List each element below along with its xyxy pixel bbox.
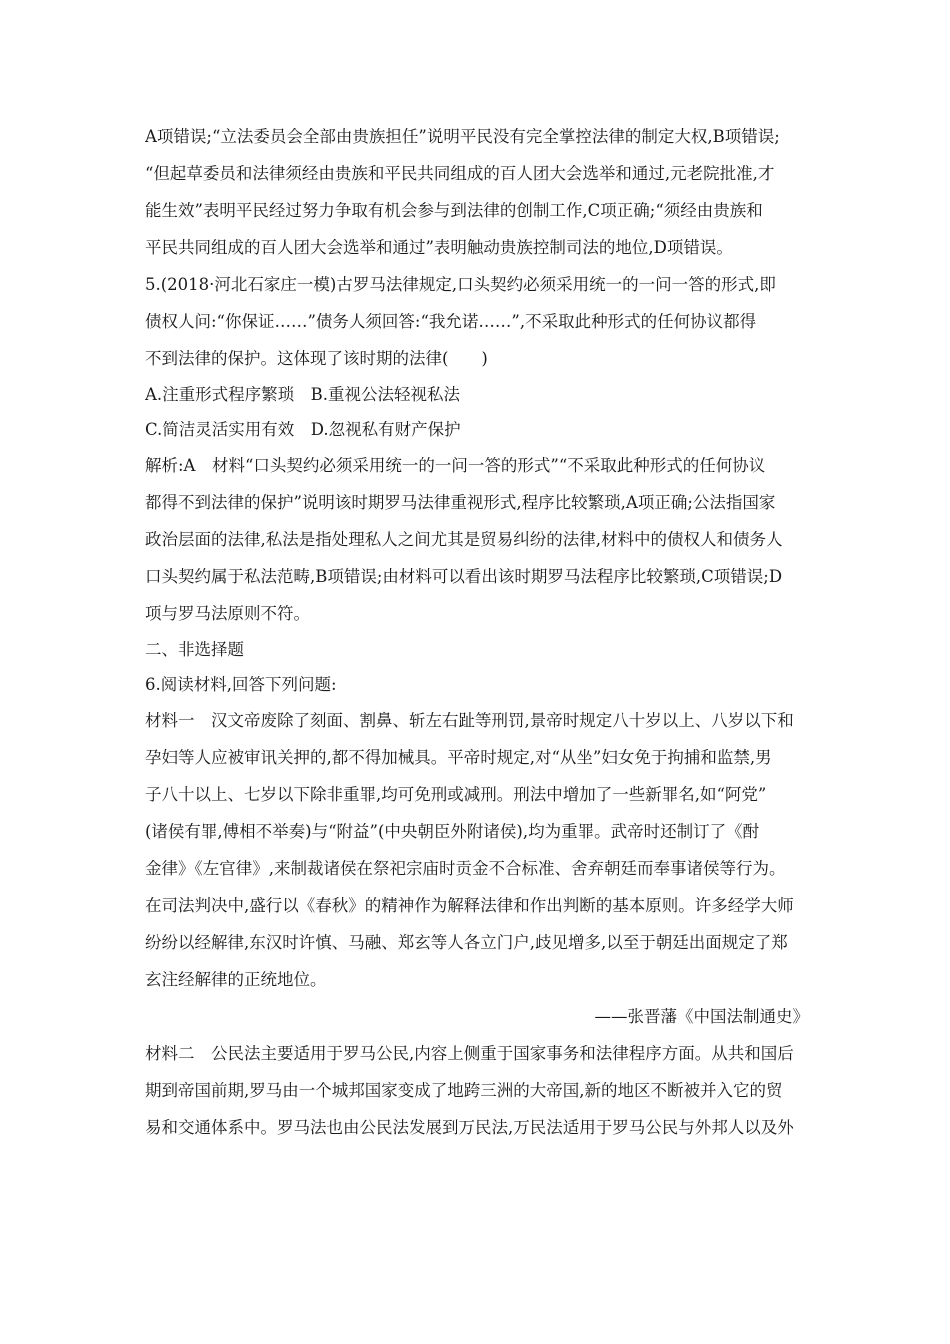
material-line: (诸侯有罪,傅相不举奏)与“附益”(中央朝臣外附诸侯),均为重罪。武帝时还制订了《酎	[145, 822, 760, 841]
text-line: 能生效”表明平民经过努力争取有机会参与到法律的创制工作,C项正确;“须经由贵族和	[145, 201, 763, 220]
question-stem-line: 6.阅读材料,回答下列问题:	[145, 675, 337, 694]
question-stem-line: 5.(2018·河北石家庄一模)古罗马法律规定,口头契约必须采用统一的一问一答的形式,即	[145, 275, 776, 294]
material-source: ——张晋藩《中国法制通史》	[594, 1007, 809, 1026]
material-line: 玄注经解律的正统地位。	[145, 970, 327, 989]
question-6	[145, 667, 809, 1146]
material-line: 期到帝国前期,罗马由一个城邦国家变成了地跨三洲的大帝国,新的地区不断被并入它的贸	[145, 1081, 783, 1100]
question-stem-line: 债权人问:“你保证……”债务人须回答:“我允诺……”,不采取此种形式的任何协议都得	[145, 312, 757, 331]
explanation-line: 口头契约属于私法范畴,B项错误;由材料可以看出该时期罗马法程序比较繁琐,C项错误;D	[145, 567, 783, 586]
material-line: 孕妇等人应被审讯关押的,都不得加械具。平帝时规定,对“从坐”妇女免于拘捕和监禁,男	[145, 748, 772, 767]
material-line: 材料二 公民法主要适用于罗马公民,内容上侧重于国家事务和法律程序方面。从共和国后	[145, 1044, 794, 1063]
material-line: 易和交通体系中。罗马法也由公民法发展到万民法,万民法适用于罗马公民与外邦人以及外	[145, 1118, 794, 1137]
document-page	[145, 118, 809, 1146]
text-line: A项错误;“立法委员会全部由贵族担任”说明平民没有完全掌控法律的制定大权,B项错误;	[145, 127, 780, 146]
section-title: 二、非选择题	[145, 640, 244, 659]
text-line: “但起草委员和法律须经由贵族和平民共同组成的百人团大会选举和通过,元老院批准,才	[145, 164, 775, 183]
q4-explanation	[145, 118, 809, 266]
material-line: 纷纷以经解律,东汉时许慎、马融、郑玄等人各立门户,歧见增多,以至于朝廷出面规定了郑	[145, 933, 788, 952]
material-line: 在司法判决中,盛行以《春秋》的精神作为解释法律和作出判断的基本原则。许多经学大师	[145, 896, 794, 915]
question-stem-line: 不到法律的保护。这体现了该时期的法律( )	[145, 349, 488, 368]
material-line: 材料一 汉文帝废除了刻面、割鼻、斩左右趾等刑罚,景帝时规定八十岁以上、八岁以下和	[145, 711, 794, 730]
material-line: 金律》《左官律》,来制裁诸侯在祭祀宗庙时贡金不合标准、舍弃朝廷而奉事诸侯等行为。	[145, 859, 786, 878]
explanation-line: 项与罗马法原则不符。	[145, 604, 310, 623]
material-line: 子八十以上、七岁以下除非重罪,均可免刑或减刑。刑法中增加了一些新罪名,如“阿党”	[145, 785, 767, 804]
explanation-line: 都得不到法律的保护”说明该时期罗马法律重视形式,程序比较繁琐,A项正确;公法指国家	[145, 493, 776, 512]
explanation-line: 政治层面的法律,私法是指处理私人之间尤其是贸易纠纷的法律,材料中的债权人和债务人	[145, 530, 783, 549]
option-line: A.注重形式程序繁琐 B.重视公法轻视私法	[145, 385, 461, 404]
question-5	[145, 266, 809, 632]
option-line: C.简洁灵活实用有效 D.忽视私有财产保护	[145, 420, 461, 439]
text-line: 平民共同组成的百人团大会选举和通过”表明触动贵族控制司法的地位,D项错误。	[145, 238, 733, 257]
explanation-line: 解析:A 材料“口头契约必须采用统一的一问一答的形式”“不采取此种形式的任何协议	[145, 456, 766, 475]
